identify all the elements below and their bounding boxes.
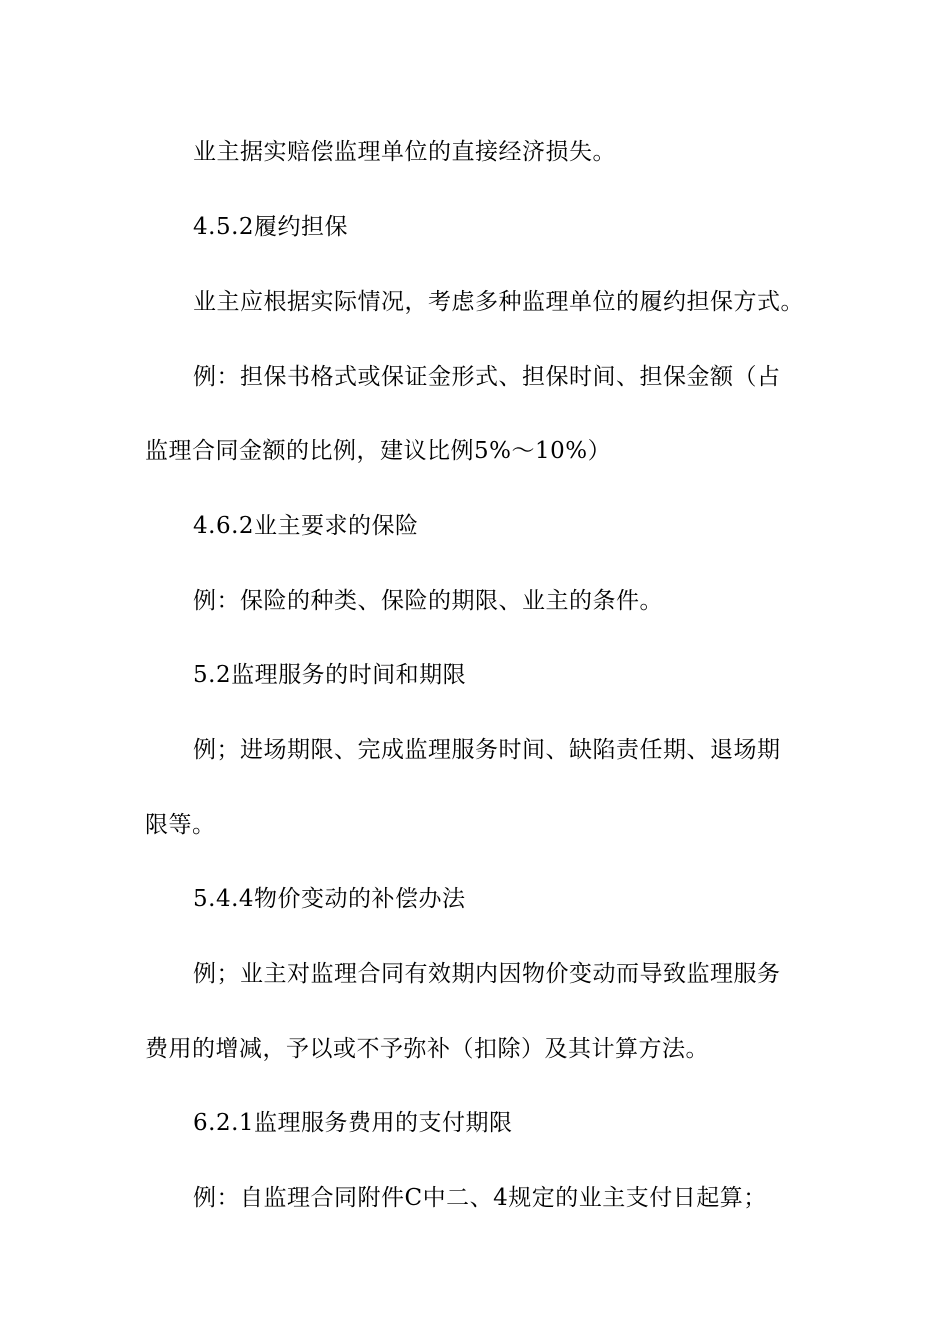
paragraph-line: 业主应根据实际情况，考虑多种监理单位的履约担保方式。 bbox=[193, 289, 804, 315]
section-heading: 5.2监理服务的时间和期限 bbox=[193, 662, 467, 688]
paragraph-line: 费用的增减，予以或不予弥补（扣除）及其计算方法。 bbox=[145, 1036, 709, 1062]
section-heading: 5.4.4物价变动的补偿办法 bbox=[193, 886, 466, 912]
paragraph-line: 例：保险的种类、保险的期限、业主的条件。 bbox=[193, 588, 663, 614]
paragraph-line: 例：担保书格式或保证金形式、担保时间、担保金额（占 bbox=[193, 364, 781, 390]
section-heading: 4.5.2履约担保 bbox=[193, 214, 349, 240]
paragraph-line: 例；业主对监理合同有效期内因物价变动而导致监理服务 bbox=[193, 961, 781, 987]
paragraph-line: 限等。 bbox=[145, 812, 216, 838]
paragraph-line: 例；进场期限、完成监理服务时间、缺陷责任期、退场期 bbox=[193, 737, 781, 763]
paragraph-line: 例：自监理合同附件C中二、4规定的业主支付日起算； bbox=[193, 1185, 767, 1211]
paragraph-line: 业主据实赔偿监理单位的直接经济损失。 bbox=[193, 139, 616, 165]
section-heading: 6.2.1监理服务费用的支付期限 bbox=[193, 1110, 513, 1136]
section-heading: 4.6.2业主要求的保险 bbox=[193, 513, 419, 539]
paragraph-line: 监理合同金额的比例，建议比例5%～10%） bbox=[145, 438, 612, 464]
